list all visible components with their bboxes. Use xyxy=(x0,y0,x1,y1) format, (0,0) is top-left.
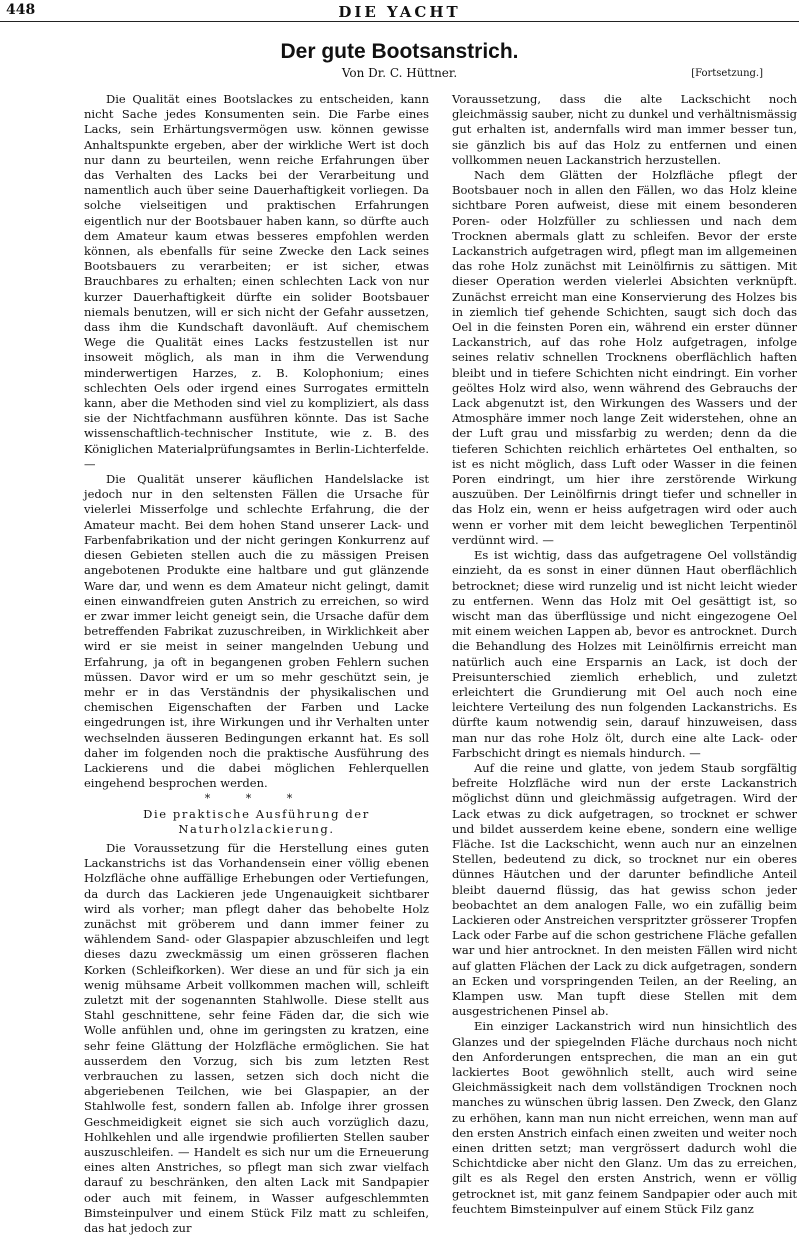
article-title: Der gute Bootsanstrich. xyxy=(280,40,519,63)
section-separator: * * * xyxy=(204,792,309,806)
header-rule xyxy=(0,21,799,22)
paragraph: Voraussetzung, dass die alte Lackschicht noch gleichmässig sauber, nicht zu dunkel und verhältnismässig gut erhalten ist, andernfalls wird man immer besser tun, sie gänzlich bis auf das Holz zu entfernen und einen vollkommen neuen Lackanstrich herzustellen. xyxy=(452,92,797,167)
left-column xyxy=(84,92,429,1236)
paragraph: Die Qualität eines Bootslackes zu entscheiden, kann nicht Sache jedes Konsumenten sein. Die Farbe eines Lacks, sein Erhärtungsvermögen usw. können gewisse Anhaltspunkte ergeben, aber der wirkliche Wert ist doch nur dann zu beurteilen, wenn reiche Erfahrungen über das Verhalten des Lacks bei der Verarbeitung und namentlich auch über seine Dauerhaftigkeit vorliegen. Da solche vielseitigen und praktischen Erfahrungen eigentlich nur der Bootsbauer haben kann, so dürfte auch dem Amateur kaum etwas besseres empfohlen werden können, als ebenfalls für seine Zwecke den Lack seines Bootsbauers zu verarbeiten; er ist sicher, etwas Brauchbares zu erhalten; einen schlechten Lack von nur kurzer Dauerhaftigkeit dürfte ein solider Bootsbauer niemals benutzen, will er sich nicht der Gefahr aussetzen, dass ihm die Kundschaft davonläuft. Auf chemischem Wege die Qualität eines Lacks festzustellen ist nur insoweit möglich, als man in ihm die Verwendung minderwertigen Harzes, z. B. Kolophonium; eines schlechten Oels oder irgend eines Surrogates ermitteln kann, aber die Methoden sind viel zu kompliziert, als dass sie der Nichtfachmann ausführen könnte. Das ist Sache wissenschaftlich-technischer Institute, wie z. B. des Königlichen Materialprüfungsamtes in Berlin-Lichterfelde. — xyxy=(84,92,429,471)
paragraph: Ein einziger Lackanstrich wird nun hinsichtlich des Glanzes und der spiegelnden Fläche durchaus noch nicht den Anforderungen entsprechen, die man an ein gut lackiertes Boot gewöhnlich stellt, auch wird seine Gleichmässigkeit nach dem vollständigen Trocknen noch manches zu wünschen übrig lassen. Den Zweck, den Glanz zu erhöhen, kann man nun nicht erreichen, wenn man auf den ersten Anstrich einfach einen zweiten und weiter noch einen dritten setzt; man vergrössert dadurch wohl die Schichtdicke aber nicht den Glanz. Um das zu erreichen, gilt es als Regel den ersten Anstrich, wenn er völlig getrocknet ist, mit ganz feinem Sandpapier oder auch mit feuchtem Bimsteinpulver auf einem Stück Filz ganz xyxy=(452,1019,797,1216)
page-number: 448 xyxy=(6,2,36,18)
paragraph: Es ist wichtig, dass das aufgetragene Oel vollständig einzieht, da es sonst in einer dünnen Haut oberflächlich betrocknet; diese wird runzelig und ist nicht leicht wieder zu entfernen. Wenn das Holz mit Oel gesättigt ist, so wischt man das überflüssige und nicht eingezogene Oel mit einem weichen Lappen ab, bevor es antrocknet. Durch die Behandlung des Holzes mit Leinölfirnis erreicht man natürlich auch eine Ersparnis an Lack, ist doch der Preisunterschied ziemlich erheblich, und zuletzt erleichtert die Grundierung mit Oel auch noch eine leichtere Verteilung des nun folgenden Lackanstrichs. Es dürfte kaum notwendig sein, darauf hinzuweisen, dass man nur das rohe Holz ölt, durch eine alte Lack- oder Farbschicht dringt es niemals hindurch. — xyxy=(452,548,797,760)
paragraph: Nach dem Glätten der Holzfläche pflegt der Bootsbauer noch in allen den Fällen, wo das Holz kleine sichtbare Poren aufweist, diese mit einem besonderen Poren- oder Holzfüller zu schliessen und nach dem Trocknen abermals glatt zu schleifen. Bevor der erste Lackanstrich aufgetragen wird, pflegt man im allgemeinen das rohe Holz zunächst mit Leinölfirnis zu sättigen. Mit dieser Operation werden vielerlei Absichten verknüpft. Zunächst erreicht man eine Konservierung des Holzes bis in ziemlich tief gehende Schichten, saugt sich doch das Oel in die feinsten Poren ein, während ein erster dünner Lackanstrich, auf das rohe Holz aufgetragen, infolge seines relativ schnellen Trocknens oberflächlich haften bleibt und in tiefere Schichten nicht eindringt. Ein vorher geöltes Holz wird also, wenn während des Gebrauchs der Lack abgenutzt ist, den Wirkungen des Wassers und der Atmosphäre immer noch lange Zeit widerstehen, ohne an der Luft grau und missfarbig zu werden; denn da die tieferen Schichten reichlich erhärtetes Oel enthalten, so ist es nicht möglich, dass Luft oder Wasser in die feinen Poren eindringt, um hier ihre zerstörende Wirkung auszuüben. Der Leinölfirnis dringt tiefer und schneller in das Holz ein, wenn er heiss aufgetragen wird oder auch wenn er vorher mit dem leicht beweglichen Terpentinöl verdünnt wird. — xyxy=(452,168,797,547)
paragraph: Die Voraussetzung für die Herstellung eines guten Lackanstrichs ist das Vorhandensein einer völlig ebenen Holzfläche ohne auffällige Erhebungen oder Vertiefungen, da durch das Lackieren jede Ungenauigkeit sichtbarer wird als vorher; man pflegt daher das behobelte Holz zunächst mit gröberem und dann immer feiner zu wählendem Sand- oder Glaspapier abzuschleifen und legt dieses dazu zweckmässig um einen grösseren flachen Korken (Schleifkorken). Wer diese an und für sich ja ein wenig mühsame Arbeit vollkommen machen will, schleift zuletzt mit der sogenannten Stahlwolle. Diese stellt aus Stahl geschnittene, sehr feine Fäden dar, die sich wie Wolle anfühlen und, ohne im geringsten zu kratzen, eine sehr feine Glättung der Holzfläche ermöglichen. Sie hat ausserdem den Vorzug, sich bis zum letzten Rest verbrauchen zu lassen, setzen sich doch nicht die abgeriebenen Teilchen, wie bei Glaspapier, an der Stahlwolle fest, sondern fallen ab. Infolge ihrer grossen Geschmeidigkeit eignet sie sich auch vorzüglich dazu, Hohlkehlen und alle irgendwie profilierten Stellen sauber auszuschleifen. — Handelt es sich nur um die Erneuerung eines alten Anstriches, so pflegt man sich zwar vielfach darauf zu beschränken, den alten Lack mit Sandpapier oder auch mit feinem, in Wasser aufgeschlemmten Bimsteinpulver und einem Stück Filz matt zu schleifen, das hat jedoch zur xyxy=(84,840,429,1236)
continuation-note: [Fortsetzung.] xyxy=(691,68,763,79)
section-subheading: Die praktische Ausführung der Naturholzlackierung. xyxy=(143,806,370,836)
right-column xyxy=(452,92,797,1216)
running-title: DIE YACHT xyxy=(338,3,461,21)
paragraph: Auf die reine und glatte, von jedem Staub sorgfältig befreite Holzfläche wird nun der erste Lackanstrich möglichst dünn und gleichmässig aufgetragen. Wird der Lack etwas zu dick aufgetragen, so trocknet er schwer und bildet ausserdem keine ebene, sondern eine wellige Fläche. Ist die Lackschicht, wenn auch nur an einzelnen Stellen, bedeutend zu dick, so trocknet nur ein oberes dünnes Häutchen und der darunter befindliche Anteil bleibt dauernd flüssig, das hat gewiss schon jeder beobachtet an dem analogen Falle, wo ein zufällig beim Lackieren oder Anstreichen verspritzter grösserer Tropfen Lack oder Farbe auf die schon gestrichene Fläche gefallen war und hier antrocknet. In den meisten Fällen wird nicht auf glatten Flächen der Lack zu dick aufgetragen, sondern an Ecken und vorspringenden Teilen, an der Reeling, an Klampen usw. Man tupft diese Stellen mit dem ausgestrichenen Pinsel ab. xyxy=(452,760,797,1019)
article-author: Von Dr. C. Hüttner. xyxy=(341,66,458,80)
paragraph: Die Qualität unserer käuflichen Handelslacke ist jedoch nur in den seltensten Fällen die Ursache für vielerlei Misserfolge und schlechte Erfahrung, die der Amateur macht. Bei dem hohen Stand unserer Lack- und Farbenfabrikation und der nicht geringen Konkurrenz auf diesen Gebieten stellen auch die zu mässigen Preisen angebotenen Produkte eine haltbare und gut glänzende Ware dar, und wenn es dem Amateur nicht gelingt, damit einen einwandfreien guten Anstrich zu erreichen, so wird er zwar immer leicht geneigt sein, die Ursache dafür dem betreffenden Fabrikat zuzuschreiben, in Wirklichkeit aber wird er sie meist in seiner mangelnden Uebung und Erfahrung, ja oft in begangenen groben Fehlern suchen müssen. Davor wird er um so mehr geschützt sein, je mehr er in das Verständnis der physikalischen und chemischen Eigenschaften der Farben und Lacke eingedrungen ist, ihre Wirkungen und ihr Verhalten unter wechselnden äusseren Bedingungen erkannt hat. Es soll daher im folgenden noch die praktische Ausführung des Lackierens und die dabei möglichen Fehlerquellen eingehend besprochen werden. xyxy=(84,472,429,791)
